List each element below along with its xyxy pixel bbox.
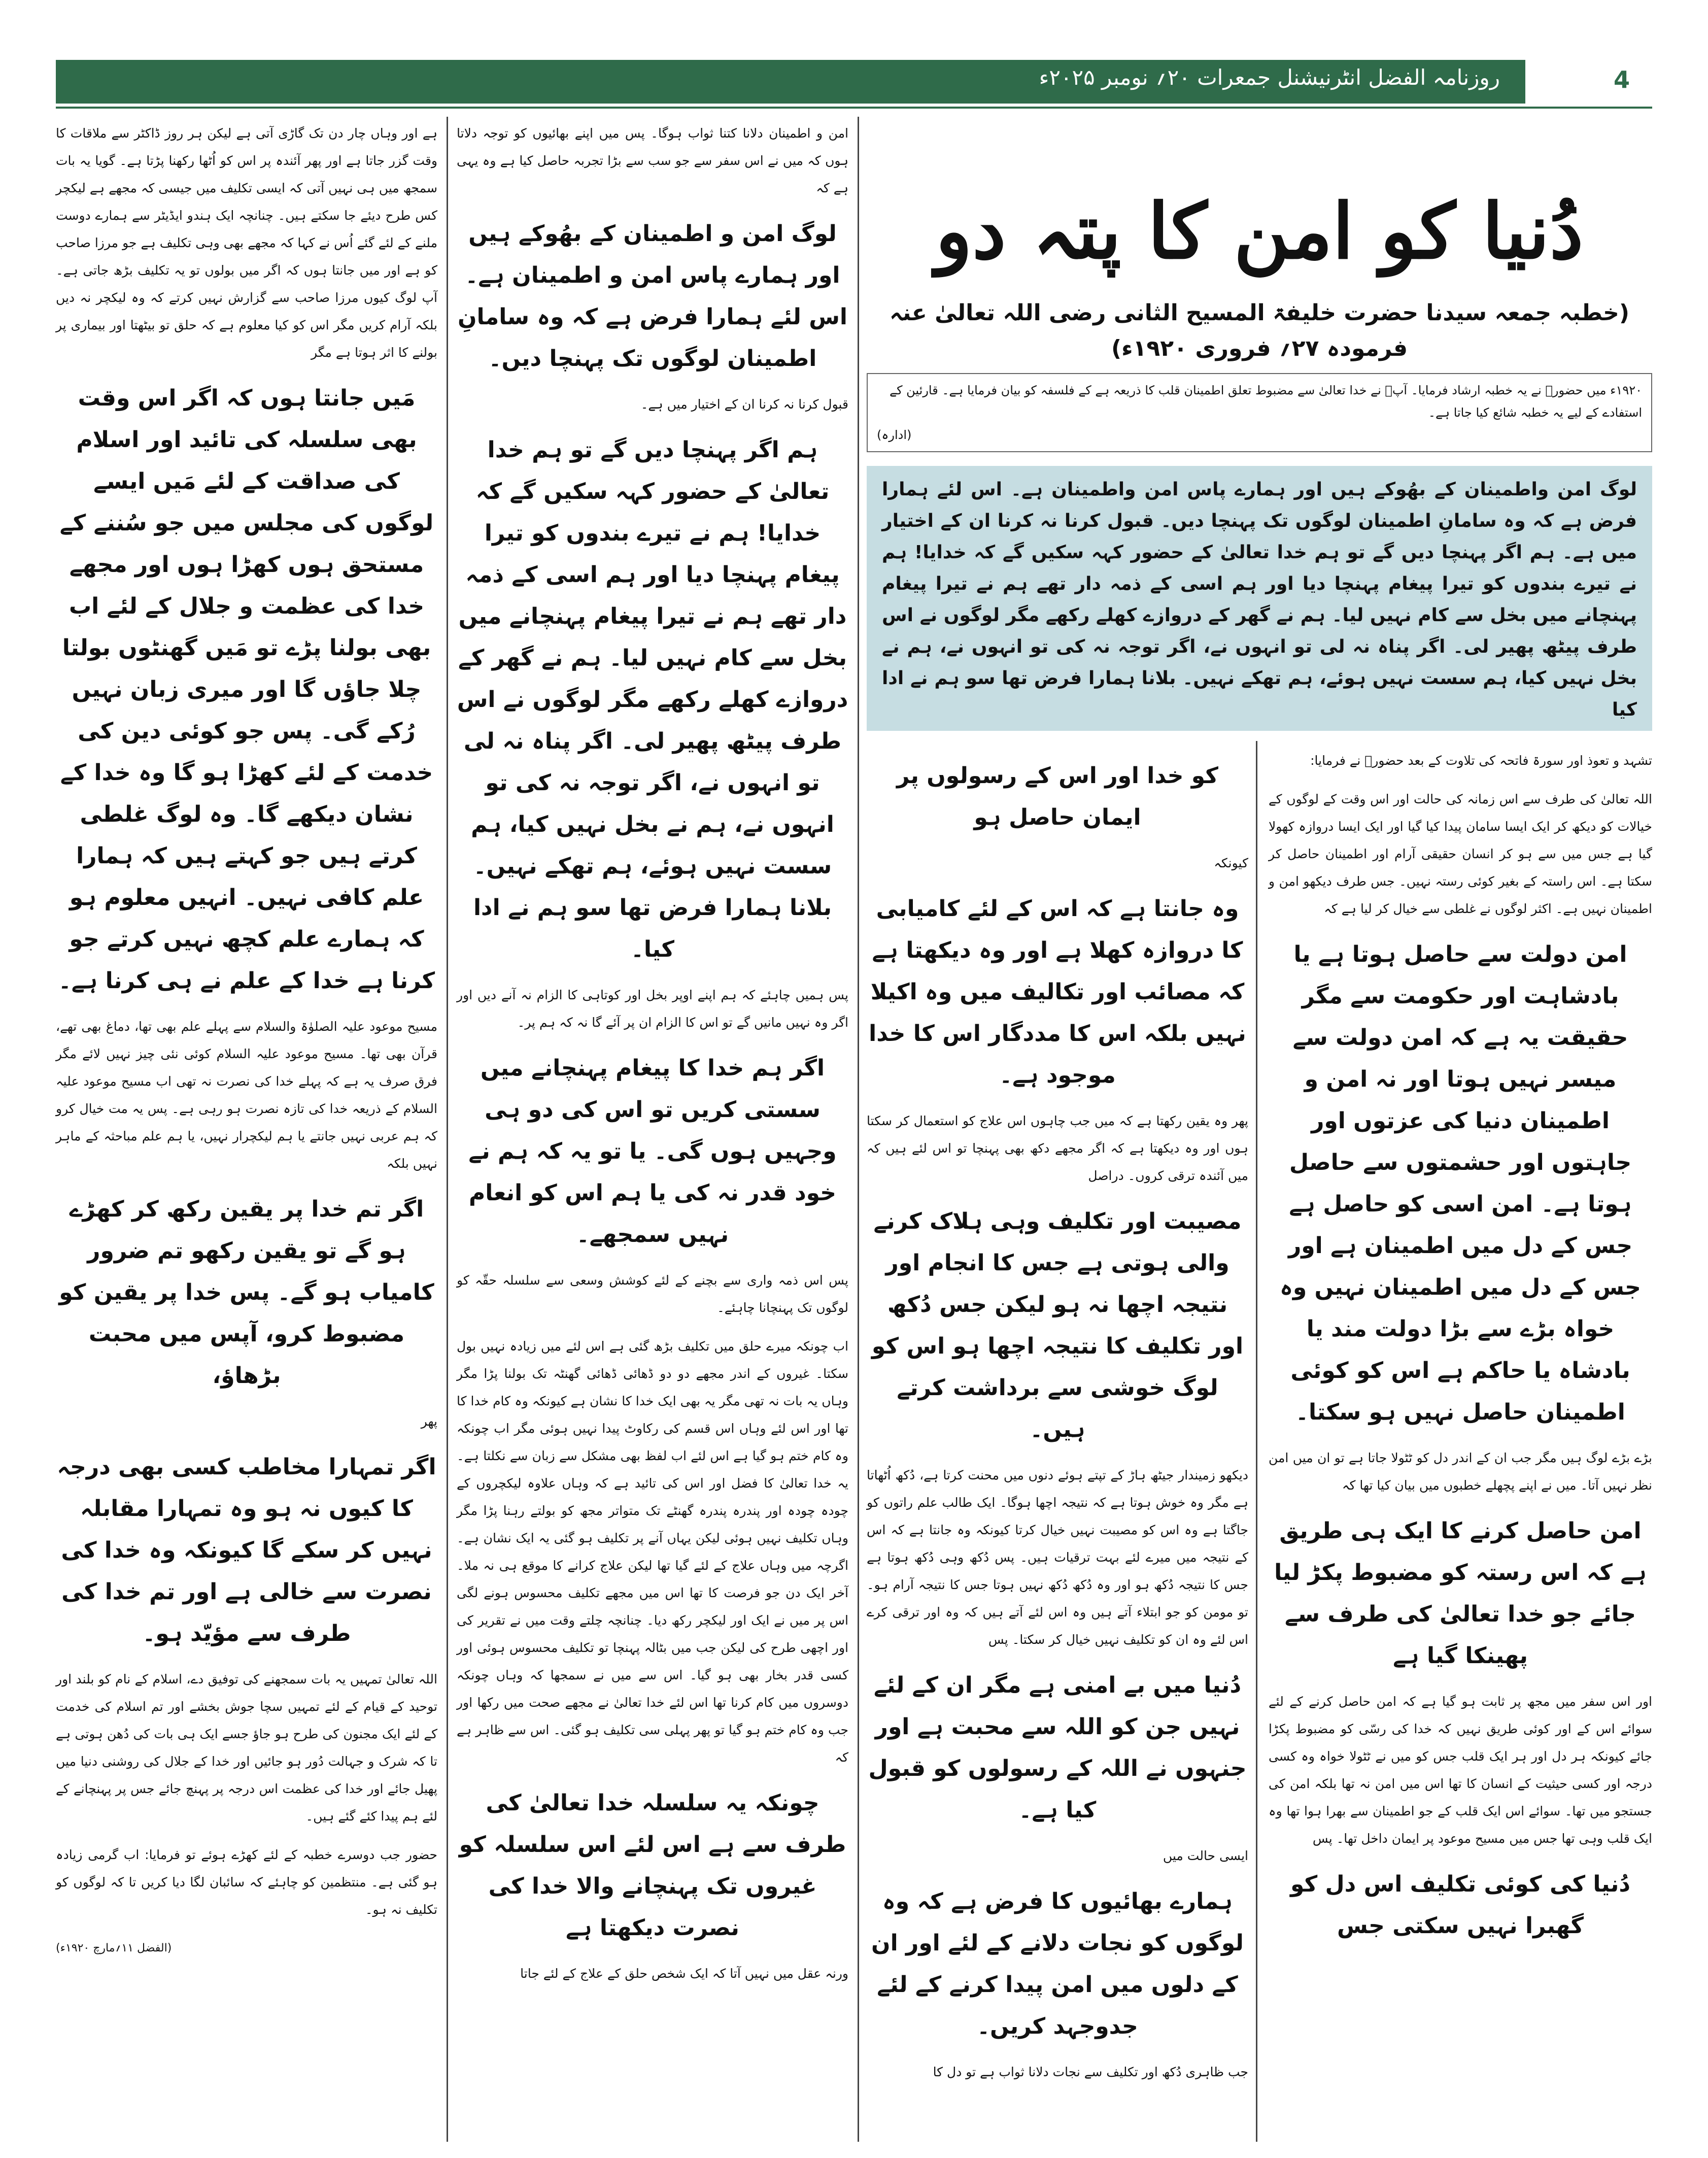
column-divider — [858, 117, 859, 2142]
column-3 — [457, 120, 848, 1999]
paragraph: تشہد و تعوذ اور سورۃ فاتحہ کی تلاوت کے بعد حضورؓ نے فرمایا: — [1310, 753, 1652, 768]
highlight-heading: اگر تمہارا مخاطب کسی بھی درجہ کا کیوں نہ ہو وہ تمہارا مقابلہ نہیں کر سکے گا کیونکہ وہ خدا کی نصرت سے خالی ہے اور تم خدا کی طرف سے مؤیّد ہو۔ — [57, 1454, 436, 1646]
paragraph: پھر وہ یقین رکھتا ہے کہ میں جب چاہوں اس علاج کو استعمال کر سکتا ہوں اور وہ دیکھتا ہے کہ اگر مجھے دکھ بھی پہنچا تو اس لئے ہیں کہ میں آئندہ ترقی کروں۔ دراصل — [867, 1114, 1248, 1183]
column-2 — [867, 747, 1248, 2097]
column-4 — [56, 120, 437, 1962]
highlight-heading: مَیں جانتا ہوں کہ اگر اس وقت بھی سلسلہ کی تائید اور اسلام کی صداقت کے لئے مَیں ایسے لوگوں کی مجلس میں جو سُننے کے مستحق ہوں کھڑا ہوں اور مجھے خدا کی عظمت و جلال کے لئے اب بھی بولنا پڑے تو مَیں گھنٹوں بولتا چلا جاؤں گا اور میری زبان نہیں رُکے گی۔ پس جو کوئی دین کی خدمت کے لئے کھڑا ہو گا وہ خدا کے نشان دیکھے گا۔ وہ لوگ غلطی کرتے ہیں جو کہتے ہیں کہ ہمارا علم کافی نہیں۔ انہیں معلوم ہو کہ ہمارے علم کچھ نہیں کرتے جو کرنا ہے خدا کے علم نے ہی کرنا ہے۔ — [58, 385, 435, 994]
highlight-box: لوگ امن واطمینان کے بھُوکے ہیں اور ہمارے پاس امن واطمینان ہے۔ اس لئے ہمارا فرض ہے کہ وہ سامانِ اطمینان لوگوں تک پہنچا دیں۔ قبول کرنا نہ کرنا ان کے اختیار میں ہے۔ ہم اگر پہنچا دیں گے تو ہم خدا تعالیٰ کے حضور کہہ سکیں گے کہ خدایا! ہم نے تیرے بندوں کو تیرا پیغام پہنچا دیا اور ہم اسی کے ذمہ دار تھے ہم نے تیرا پیغام پہنچانے میں بخل سے کام نہیں لیا۔ ہم نے گھر کے دروازے کھلے رکھے مگر لوگوں نے اس طرف پیٹھ پھیر لی۔ اگر پناہ نہ لی تو انہوں نے، اگر توجہ نہ کی تو انہوں نے، ہم نے بخل نہیں کیا، ہم سست نہیں ہوئے، ہم تھکے نہیں۔ بلانا ہمارا فرض تھا سو ہم نے ادا کیا — [867, 466, 1652, 731]
column-divider — [1256, 741, 1257, 2142]
paragraph: ورنہ عقل میں نہیں آتا کہ ایک شخص حلق کے علاج کے لئے جاتا — [520, 1966, 848, 1981]
intro-note-text: ۱۹۲۰ء میں حضورؓ نے یہ خطبہ ارشاد فرمایا۔ آپؓ نے خدا تعالیٰ سے مضبوط تعلق اطمینان قلب کا ذریعہ ہے کے فلسفہ کو بیان فرمایا ہے۔ قارئین کے استفادے کے لیے یہ خطبہ شائع کیا جاتا ہے۔ — [890, 383, 1642, 420]
highlight-heading: وہ جانتا ہے کہ اس کے لئے کامیابی کا دروازہ کھلا ہے اور وہ دیکھتا ہے کہ مصائب اور تکالیف میں وہ اکیلا نہیں بلکہ اس کا مددگار اس کا خدا موجود ہے۔ — [869, 896, 1246, 1088]
highlight-heading: کو خدا اور اس کے رسولوں پر ایمان حاصل ہو — [897, 763, 1218, 830]
paragraph: امن و اطمینان دلانا کتنا ثواب ہوگا۔ پس میں اپنے بھائیوں کو توجہ دلاتا ہوں کہ میں نے اس سفر سے جو سب سے بڑا تجربہ حاصل کیا ہے وہ یہی ہے کہ — [457, 126, 848, 195]
source-reference: (الفضل ۱۱؍مارچ ۱۹۲۰ء) — [56, 1942, 172, 1954]
header-rule — [56, 107, 1652, 109]
column-1 — [1269, 747, 1652, 1958]
highlight-heading: ہمارے بھائیوں کا فرض ہے کہ وہ لوگوں کو نجات دلانے کے لئے اور ان کے دلوں میں امن پیدا کرنے کے لئے جدوجہد کریں۔ — [871, 1889, 1244, 2039]
paragraph: ایسی حالت میں — [1163, 1848, 1248, 1863]
paragraph: مسیح موعود علیہ الصلوٰۃ والسلام سے پہلے علم بھی تھا، دماغ بھی تھے، قرآن بھی تھا۔ مسیح موعود علیہ السلام کوئی نئی چیز نہیں لائے مگر فرق صرف یہ ہے کہ پہلے خدا کی نصرت نہ تھی اب مسیح موعود علیہ السلام کے ذریعہ خدا کی تازہ نصرت ہو رہی ہے۔ پس یہ مت خیال کرو کہ ہم عربی نہیں جانتے یا ہم لیکچرار نہیں، یا ہم علم مباحثہ کے ماہر نہیں بلکہ — [56, 1019, 437, 1171]
column-divider — [447, 117, 448, 2142]
highlight-heading: امن حاصل کرنے کا ایک ہی طریق ہے کہ اس رستہ کو مضبوط پکڑ لیا جائے جو خدا تعالیٰ کی طرف سے پھینکا گیا ہے — [1274, 1518, 1647, 1669]
paragraph: اللہ تعالیٰ تمہیں یہ بات سمجھنے کی توفیق دے، اسلام کے نام کو بلند اور توحید کے قیام کے لئے تمہیں سچا جوش بخشے اور تم اسلام کی خدمت کے لئے ایک مجنون کی طرح ہو جاؤ جسے ایک ہی بات کی دُھن ہوتی ہے تا کہ شرک و جہالت دُور ہو جائیں اور خدا کے جلال کی روشنی دنیا میں پھیل جائے اور خدا کی عظمت اس درجہ پر پہنچ جائے جس پر پہنچانے کے لئے ہم پیدا کئے گئے ہیں۔ — [56, 1672, 437, 1824]
article-title-block — [867, 167, 1652, 366]
paragraph: حضور جب دوسرے خطبہ کے لئے کھڑے ہوئے تو فرمایا: اب گرمی زیادہ ہو گئی ہے۔ منتظمین کو چاہئے کہ سائبان لگا دیا کریں تا کہ لوگوں کو تکلیف نہ ہو۔ — [56, 1847, 437, 1917]
highlight-heading: چونکہ یہ سلسلہ خدا تعالیٰ کی طرف سے ہے اس لئے اس سلسلہ کو غیروں تک پہنچانے والا خدا کی نصرت دیکھتا ہے — [459, 1790, 846, 1941]
paragraph: دیکھو زمیندار جیٹھ ہاڑ کے تپتے ہوئے دنوں میں محنت کرتا ہے، دُکھ اُٹھاتا ہے مگر وہ خوش ہوتا ہے کہ نتیجہ اچھا ہوگا۔ ایک طالب علم راتوں کو جاگتا ہے وہ اس کو مصیبت نہیں خیال کرتا کیونکہ وہ جانتا ہے کہ اس کے نتیجہ میں میرے لئے بہت ترقیات ہیں۔ پس دُکھ وہی دُکھ ہوتا ہے جس کا نتیجہ دُکھ ہو اور وہ دُکھ دُکھ نہیں ہوتا جس کا نتیجہ آرام ہو۔ تو مومن کو جو ابتلاء آتے ہیں وہ اس لئے آتے ہیں کہ وہ اور ترقی کرے اس لئے وہ ان کو تکلیف نہیں خیال کر سکتا۔ پس — [867, 1468, 1248, 1647]
highlight-heading: امن دولت سے حاصل ہوتا ہے یا بادشاہت اور حکومت سے مگر حقیقت یہ ہے کہ امن دولت سے میسر نہیں ہوتا اور نہ امن و اطمینان دنیا کی عزتوں اور جاہتوں اور حشمتوں سے حاصل ہوتا ہے۔ امن اسی کو حاصل ہے جس کے دل میں اطمینان ہے اور جس کے دل میں اطمینان نہیں وہ خواہ بڑے سے بڑا دولت مند یا بادشاہ یا حاکم ہے اس کو کوئی اطمینان حاصل نہیں ہو سکتا۔ — [1280, 941, 1641, 1425]
paragraph: پس ہمیں چاہئے کہ ہم اپنے اوپر بخل اور کوتاہی کا الزام نہ آنے دیں اور اگر وہ نہیں مانیں گے تو اس کا الزام ان پر آئے گا نہ کہ ہم پر۔ — [457, 988, 848, 1030]
page-number: 4 — [1613, 66, 1630, 93]
article-subtitle: (خطبہ جمعہ سیدنا حضرت خلیفۃ المسیح الثانی رضی اللہ تعالیٰ عنہ فرمودہ ۲۷؍ فروری ۱۹۲۰ء) — [890, 300, 1629, 361]
paragraph: کیونکہ — [1214, 856, 1248, 870]
page-number-box — [1522, 60, 1652, 104]
page-header — [56, 60, 1652, 104]
intro-editor: (ادارہ) — [877, 428, 912, 442]
highlight-heading: مصیبت اور تکلیف وہی ہلاک کرنے والی ہوتی ہے جس کا انجام اور نتیجہ اچھا نہ ہو لیکن جس دُکھ اور تکلیف کا نتیجہ اچھا ہو اس کو لوگ خوشی سے برداشت کرتے ہیں۔ — [871, 1208, 1244, 1442]
paragraph: قبول کرنا نہ کرنا ان کے اختیار میں ہے۔ — [640, 397, 848, 412]
paragraph: جب ظاہری دُکھ اور تکلیف سے نجات دلانا ثواب ہے تو دل کا — [933, 2065, 1248, 2079]
paragraph: اللہ تعالیٰ کی طرف سے اس زمانہ کی حالت اور اس وقت کے لوگوں کے خیالات کو دیکھ کر ایک ایسا سامان پیدا کیا گیا اور ایک ایسا دروازہ کھولا گیا ہے جس میں سے ہو کر انسان حقیقی آرام اور اطمینان حاصل کر سکتا ہے۔ اس راستہ کے بغیر کوئی رستہ نہیں۔ جس طرف دیکھو امن و اطمینان نہیں ہے۔ اکثر لوگوں نے غلطی سے خیال کر لیا ہے کہ — [1269, 792, 1652, 916]
paragraph: اور اس سفر میں مجھ پر ثابت ہو گیا ہے کہ امن حاصل کرنے کے لئے سوائے اس کے اور کوئی طریق نہیں کہ خدا کی رسّی کو مضبوط پکڑا جائے کیونکہ ہر دل اور ہر ایک قلب جس کو میں نے ٹٹولا خواہ وہ کسی درجہ اور کسی حیثیت کے انسان کا تھا اس میں امن نہ تھا بلکہ امن کی جستجو میں تھا۔ سوائے اس ایک قلب کے جو اطمینان سے بھرا ہوا تھا وہ ایک قلب وہی تھا جس میں مسیح موعود پر ایمان داخل تھا۔ پس — [1269, 1694, 1652, 1846]
highlight-heading: لوگ امن و اطمینان کے بھُوکے ہیں اور ہمارے پاس امن و اطمینان ہے۔ اس لئے ہمارا فرض ہے کہ وہ سامانِ اطمینان لوگوں تک پہنچا دیں۔ — [457, 221, 848, 372]
highlight-heading: ہم اگر پہنچا دیں گے تو ہم خدا تعالیٰ کے حضور کہہ سکیں گے کہ خدایا! ہم نے تیرے بندوں کو تیرا پیغام پہنچا دیا اور ہم اسی کے ذمہ دار تھے ہم نے تیرا پیغام پہنچانے میں بخل سے کام نہیں لیا۔ ہم نے گھر کے دروازے کھلے رکھے مگر لوگوں نے اس طرف پیٹھ پھیر لی۔ اگر پناہ نہ لی تو انہوں نے، اگر توجہ نہ کی تو انہوں نے، ہم نے بخل نہیں کیا، ہم سست نہیں ہوئے، ہم تھکے نہیں۔ بلانا ہمارا فرض تھا سو ہم نے ادا کیا۔ — [457, 437, 848, 962]
paragraph: بڑے بڑے لوگ ہیں مگر جب ان کے اندر دل کو ٹٹولا جاتا ہے تو ان میں امن نظر نہیں آتا۔ میں نے اپنے پچھلے خطبوں میں بیان کیا تھا کہ — [1269, 1451, 1652, 1493]
paragraph: پھر — [421, 1414, 437, 1429]
highlight-heading: اگر ہم خدا کا پیغام پہنچانے میں سستی کریں تو اس کی دو ہی وجہیں ہوں گی۔ یا تو یہ کہ ہم نے خود قدر نہ کی یا ہم اس کو انعام نہیں سمجھے۔ — [468, 1055, 837, 1247]
paragraph: ہے اور وہاں چار دن تک گاڑی آتی ہے لیکن ہر روز ڈاکٹر سے ملاقات کا وقت گزر جاتا ہے اور پھر آئندہ پر اس کو اُٹھا رکھنا پڑتا ہے۔ گویا یہ بات سمجھ میں ہی نہیں آتی کہ ایسی تکلیف میں جیسی کہ مجھے ہے لیکچر کس طرح دیئے جا سکتے ہیں۔ چنانچہ ایک ہندو ایڈیٹر سے ہمارے دوست ملنے کے لئے گئے اُس نے کہا کہ مجھے بھی وہی تکلیف ہے جو مرزا صاحب کو ہے اور میں جانتا ہوں کہ اگر میں بولوں تو یہ تکلیف بڑھ جاتی ہے۔ آپ لوگ کیوں مرزا صاحب سے گزارش نہیں کرتے کہ وہ لیکچر نہ دیں بلکہ آرام کریں مگر اس کو کیا معلوم ہے کہ حلق تو بیٹھتا اور بیماری پر بولنے کا اثر ہوتا ہے مگر — [56, 126, 437, 360]
highlight-heading: دُنیا کی کوئی تکلیف اس دل کو گھبرا نہیں سکتی جس — [1290, 1871, 1630, 1939]
paragraph: پس اس ذمہ واری سے بچنے کے لئے کوشش وسعی سے سلسلہ حقّہ کو لوگوں تک پہنچانا چاہئے۔ — [457, 1273, 848, 1315]
paragraph: اب چونکہ میرے حلق میں تکلیف بڑھ گئی ہے اس لئے میں زیادہ نہیں بول سکتا۔ غیروں کے اندر مجھے دو دو ڈھائی ڈھائی گھنٹہ تک بولنا پڑا مگر وہاں یہ بات نہ تھی مگر یہ بھی ایک خدا کا نشان ہے کیونکہ وہ کام خدا کا تھا اور اس لئے وہاں اس قسم کی رکاوٹ پیدا نہیں ہوئی مگر اب چونکہ وہ کام ختم ہو گیا ہے اس لئے اب لفظ بھی مشکل سے زبان سے نکلتا ہے۔ یہ خدا تعالیٰ کا فضل اور اس کی تائید ہے کہ وہاں علاوہ لیکچروں کے چودہ چودہ اور پندرہ پندرہ گھنٹے تک متواتر مجھ کو بولتے رہنا پڑا مگر وہاں تکلیف نہیں ہوئی لیکن یہاں آنے پر تکلیف ہو گئی یہ ایک نشان ہے۔ اگرچہ میں وہاں علاج کے لئے گیا تھا لیکن علاج کرانے کا موقع ہی نہ ملا۔ آخر ایک دن جو فرصت کا تھا اس میں مجھے تکلیف محسوس ہونے لگی اس پر میں نے ایک اور لیکچر رکھ دیا۔ چنانچہ چلتے وقت میں نے تقریر کی اور اچھی طرح کی لیکن جب میں بٹالہ پہنچا تو تکلیف محسوس ہوئی اور کسی قدر بخار بھی ہو گیا۔ اس سے میں نے سمجھا کہ وہاں چونکہ دوسروں میں کام کرنا تھا اس لئے خدا تعالیٰ نے مجھے صحت میں رکھا اور جب وہ کام ختم ہو گیا تو پھر پہلی سی تکلیف ہو گئی۔ اس سے ظاہر ہے کہ — [457, 1339, 848, 1765]
highlight-heading: دُنیا میں بے امنی ہے مگر ان کے لئے نہیں جن کو اللہ سے محبت ہے اور جنہوں نے اللہ کے رسولوں کو قبول کیا ہے۔ — [868, 1672, 1247, 1823]
highlight-heading: اگر تم خدا پر یقین رکھ کر کھڑے ہو گے تو یقین رکھو تم ضرور کامیاب ہو گے۔ پس خدا پر یقین کو مضبوط کرو، آپس میں محبت بڑھاؤ، — [59, 1196, 434, 1389]
article-title: دُنیا کو امن کا پتہ دو — [935, 187, 1584, 276]
intro-note — [867, 373, 1652, 452]
publication-title: روزنامہ الفضل انٹرنیشنل جمعرات ۲۰؍ نومبر ۲۰۲۵ء — [1039, 65, 1500, 90]
